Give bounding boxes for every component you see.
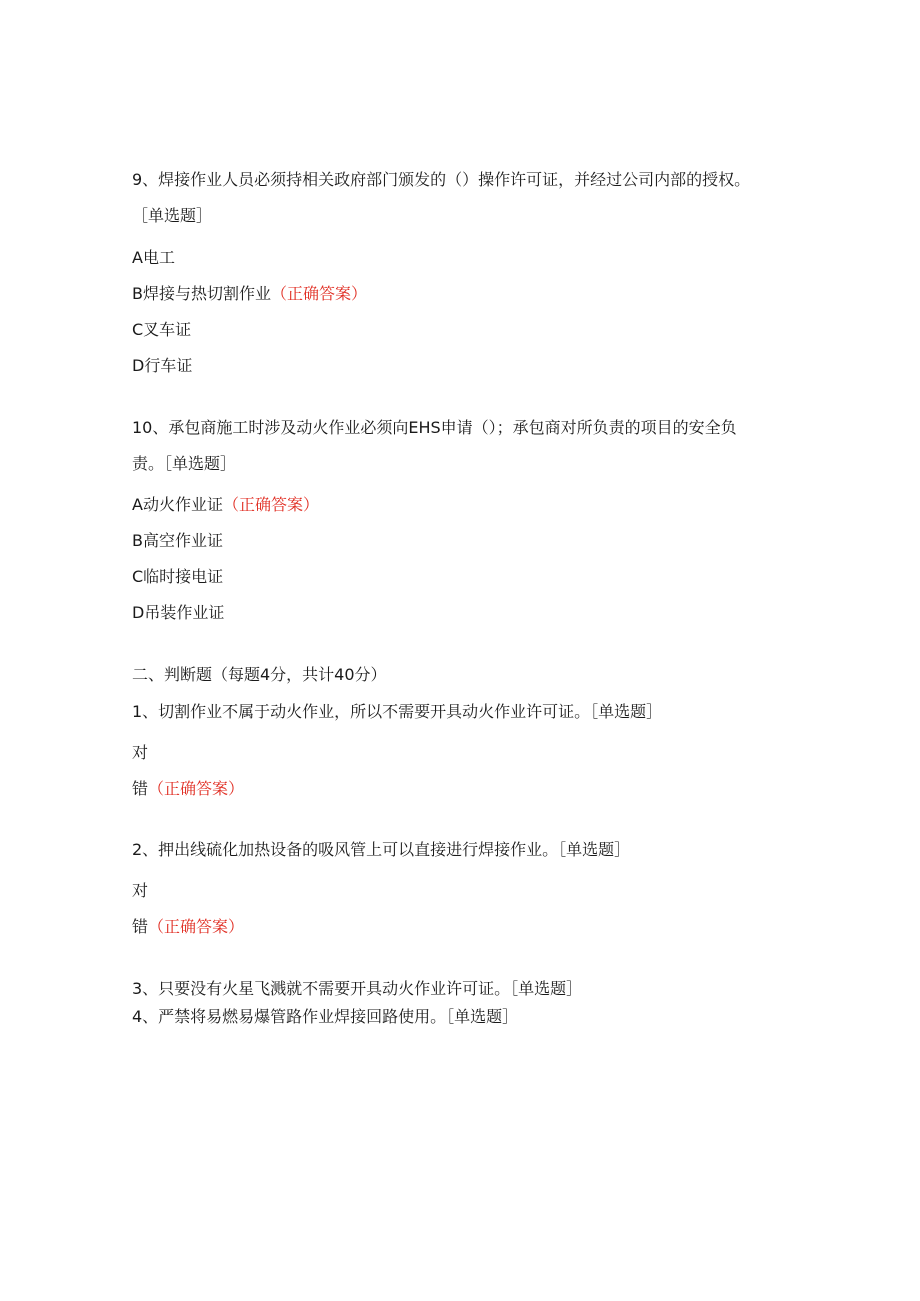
question-10-text: 10、承包商施工时涉及动火作业必须向EHS申请（）；承包商对所负责的项目的安全负	[132, 418, 737, 437]
judge-3-text: 3、只要没有火星飞溅就不需要开具动火作业许可证。［单选题］	[132, 979, 583, 998]
section-2-title: 二、判断题（每题4分，共计40分）	[132, 665, 387, 684]
question-9-type: ［单选题］	[132, 206, 213, 225]
q10-option-c: C临时接电证	[132, 567, 224, 586]
judge-2-option-false-label: 错	[132, 917, 149, 936]
judge-1-option-true: 对	[132, 743, 149, 762]
correct-answer-tag: （正确答案）	[270, 284, 367, 303]
q10-option-b: B高空作业证	[132, 531, 223, 550]
q9-option-c: C叉车证	[132, 320, 192, 339]
q10-option-a	[132, 495, 319, 515]
q10-option-a-label: A动火作业证	[132, 495, 223, 514]
q9-option-a: A电工	[132, 248, 175, 267]
judge-4-text: 4、严禁将易燃易爆管路作业焊接回路使用。［单选题］	[132, 1007, 519, 1026]
correct-answer-tag: （正确答案）	[222, 495, 319, 514]
judge-1-option-false	[132, 779, 244, 799]
q9-option-b-label: B焊接与热切割作业	[132, 284, 271, 303]
correct-answer-tag: （正确答案）	[148, 779, 245, 798]
question-10-type: 责。［单选题］	[132, 454, 237, 473]
judge-1-text: 1、切割作业不属于动火作业，所以不需要开具动火作业许可证。［单选题］	[132, 702, 663, 721]
judge-2-option-true: 对	[132, 881, 149, 900]
judge-2-text: 2、押出线硫化加热设备的吸风管上可以直接进行焊接作业。［单选题］	[132, 840, 631, 859]
judge-1-option-false-label: 错	[132, 779, 149, 798]
judge-2-option-false	[132, 917, 244, 937]
q9-option-b	[132, 284, 367, 304]
q9-option-d: D行车证	[132, 356, 193, 375]
correct-answer-tag: （正确答案）	[148, 917, 245, 936]
q10-option-d: D吊装作业证	[132, 603, 225, 622]
question-9-text: 9、焊接作业人员必须持相关政府部门颁发的（）操作许可证，并经过公司内部的授权。	[132, 170, 751, 189]
